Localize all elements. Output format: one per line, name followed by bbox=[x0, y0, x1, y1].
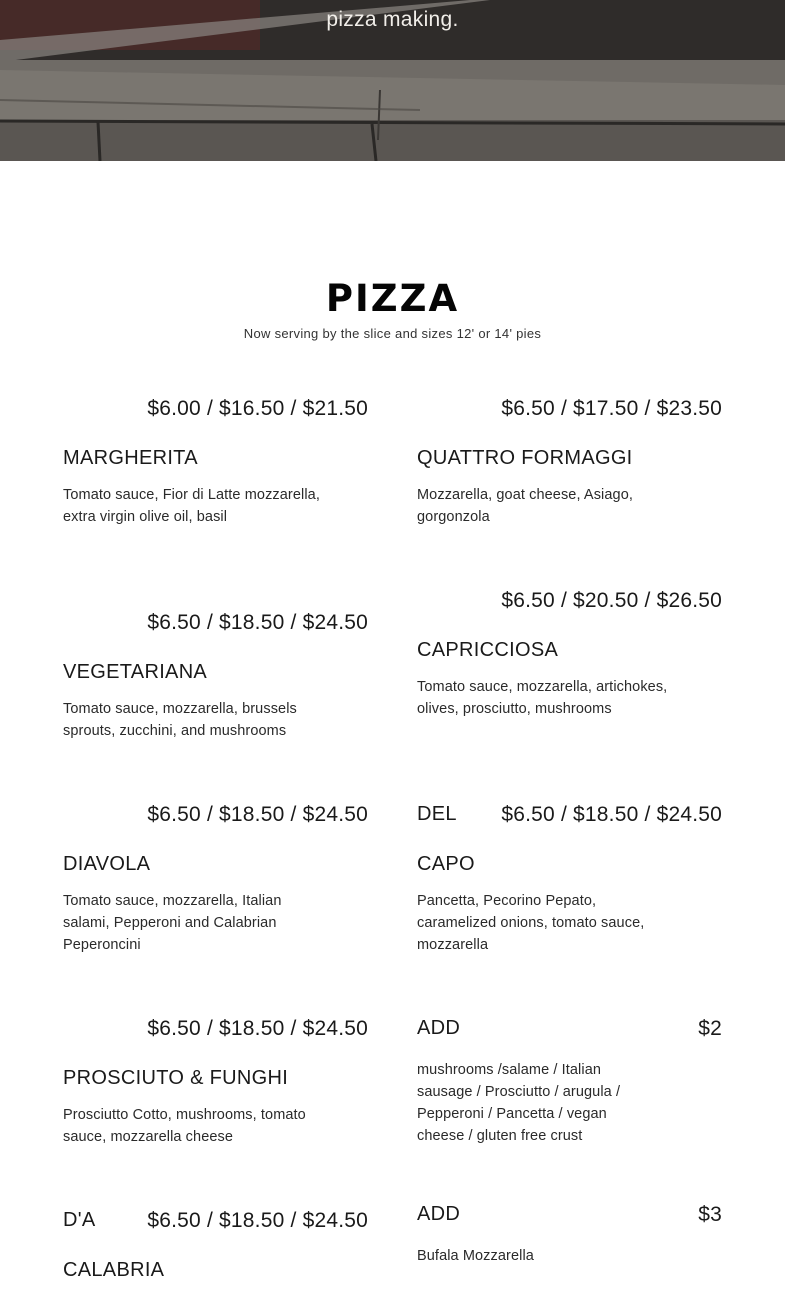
item-name-line2: CALABRIA bbox=[63, 1259, 165, 1281]
item-name: QUATTRO FORMAGGI bbox=[417, 447, 633, 469]
item-description: Bufala Mozzarella bbox=[417, 1248, 534, 1264]
section-subtitle: Now serving by the slice and sizes 12' or 14' pies bbox=[243, 326, 542, 341]
item-description: Pancetta, Pecorino Pepato, caramelized onions, tomato sauce, mozzarella bbox=[417, 893, 645, 953]
item-price: $3 bbox=[698, 1203, 722, 1226]
item-name: DIAVOLA bbox=[63, 853, 151, 875]
item-price: $6.50 / $20.50 / $26.50 bbox=[501, 589, 722, 612]
item-price: $2 bbox=[698, 1017, 722, 1040]
item-description: Tomato sauce, mozzarella, brussels sprouts, zucchini, and mushrooms bbox=[63, 701, 297, 739]
menu-item-diavola bbox=[63, 803, 368, 956]
item-name-line2: CAPO bbox=[417, 853, 475, 875]
item-name-line1: D'A bbox=[63, 1209, 96, 1231]
menu-item-margherita bbox=[63, 397, 368, 528]
menu-item-del-capo bbox=[417, 803, 722, 956]
item-description: Tomato sauce, Fior di Latte mozzarella, extra virgin olive oil, basil bbox=[63, 487, 320, 525]
hero-banner bbox=[0, 0, 785, 161]
menu-item-quattro-formaggi bbox=[417, 397, 722, 528]
item-name-line1: DEL bbox=[417, 803, 457, 825]
section-title: PIZZA bbox=[325, 277, 460, 320]
item-price: $6.50 / $17.50 / $23.50 bbox=[501, 397, 722, 420]
item-description: Prosciutto Cotto, mushrooms, tomato sauce, mozzarella cheese bbox=[63, 1107, 306, 1145]
item-name: VEGETARIANA bbox=[63, 661, 208, 683]
item-name: MARGHERITA bbox=[63, 447, 198, 469]
item-price: $6.50 / $18.50 / $24.50 bbox=[147, 611, 368, 634]
hero-text: pizza making. bbox=[326, 8, 459, 31]
item-description: Tomato sauce, mozzarella, Italian salami, Pepperoni and Calabrian Peperoncini bbox=[63, 893, 282, 953]
item-name: PROSCIUTO & FUNGHI bbox=[63, 1067, 289, 1089]
item-price: $6.50 / $18.50 / $24.50 bbox=[501, 803, 722, 826]
menu-item-vegetariana bbox=[63, 611, 368, 742]
item-name: CAPRICCIOSA bbox=[417, 639, 559, 661]
menu-item-da-calabria bbox=[63, 1209, 368, 1282]
item-name: ADD bbox=[417, 1017, 461, 1039]
menu-item-add-2 bbox=[417, 1017, 722, 1147]
item-description: Tomato sauce, mozzarella, artichokes, olives, prosciutto, mushrooms bbox=[417, 679, 668, 717]
item-description: mushrooms /salame / Italian sausage / Prosciutto / arugula / Pepperoni / Pancetta / vegan cheese / gluten free crust bbox=[417, 1062, 621, 1144]
menu-item-add-3 bbox=[417, 1203, 722, 1267]
menu-item-capricciosa bbox=[417, 589, 722, 720]
item-price: $6.50 / $18.50 / $24.50 bbox=[147, 1017, 368, 1040]
item-name: ADD bbox=[417, 1203, 461, 1225]
menu-item-prosciuto-funghi bbox=[63, 1017, 368, 1148]
item-price: $6.00 / $16.50 / $21.50 bbox=[147, 397, 368, 420]
item-price: $6.50 / $18.50 / $24.50 bbox=[147, 803, 368, 826]
item-description: Mozzarella, goat cheese, Asiago, gorgonzola bbox=[417, 487, 633, 525]
item-price: $6.50 / $18.50 / $24.50 bbox=[147, 1209, 368, 1232]
